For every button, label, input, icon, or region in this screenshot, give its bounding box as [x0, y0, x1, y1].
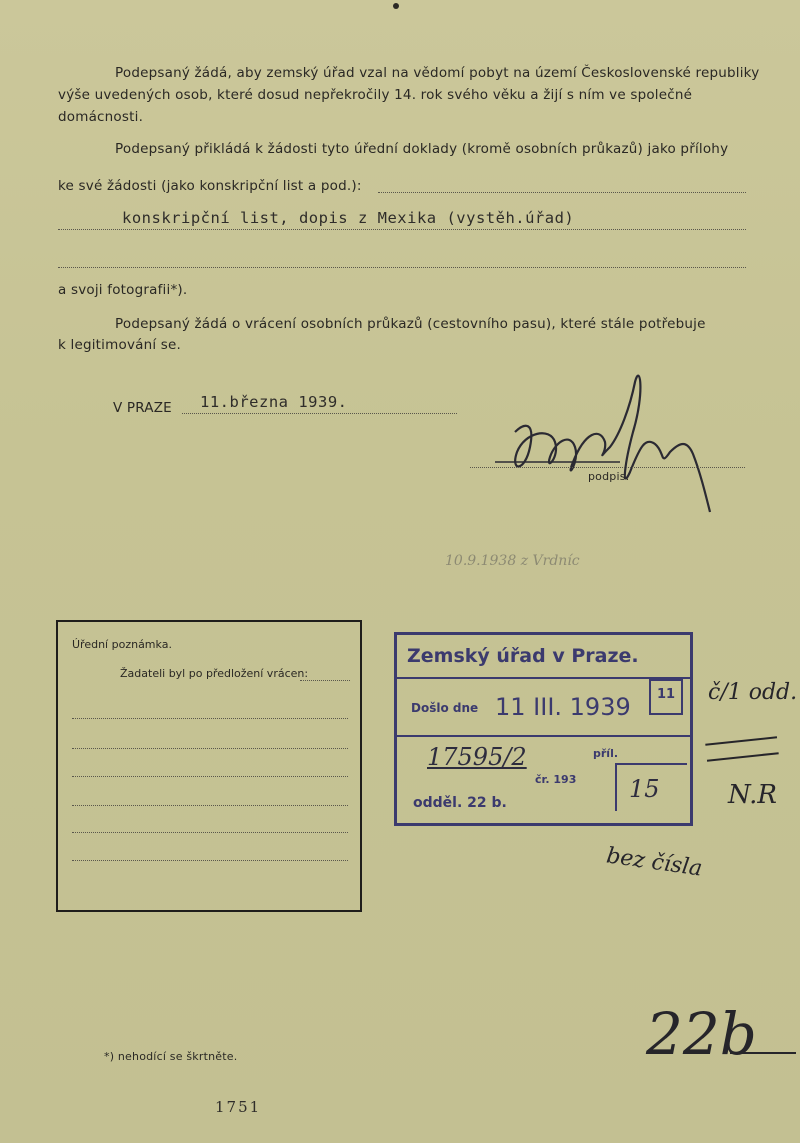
stamp-office: Zemský úřad v Praze. — [407, 645, 639, 667]
para2-line1: Podepsaný přikládá k žádosti tyto úřední doklady (kromě osobních průkazů) jako přílohy — [115, 141, 729, 157]
para2-line2: ke své žádosti (jako konskripční list a pod.): — [58, 178, 362, 194]
punch-mark — [393, 3, 399, 9]
attachments-dotline-2 — [58, 229, 746, 230]
para1-line2: výše uvedených osob, které dosud nepřekročily 14. rok svého věku a žijí s ním ve společné — [58, 87, 693, 103]
stamp-received-date: 11 III. 1939 — [495, 693, 631, 721]
bez-cisla-note: bez čísla — [604, 843, 704, 882]
office-note-dotline-3 — [72, 748, 348, 749]
office-note-line1: Žadateli byl po předložení vrácen: — [120, 667, 309, 680]
stamp-divider-2 — [397, 735, 690, 737]
para1-line3: domácnosti. — [58, 109, 144, 125]
attachments-typed: konskripční list, dopis z Mexika (vystěh.úřad) — [122, 209, 575, 227]
department-underline — [730, 1052, 796, 1054]
office-note-title: Úřední poznámka. — [72, 638, 172, 651]
office-note-dotline-6 — [72, 832, 348, 833]
double-line-mark — [705, 736, 778, 761]
received-stamp — [394, 632, 693, 826]
date-dotline — [182, 413, 457, 414]
signature-image — [495, 362, 725, 522]
stamp-dept: odděl. 22 b. — [413, 795, 507, 811]
signature-dotline — [470, 467, 745, 468]
stamp-received-label: Došlo dne — [411, 701, 479, 715]
margin-note: č/1 odd. — [708, 680, 798, 705]
mark-n: N.R — [728, 780, 777, 810]
footnote: *) nehodící se škrtněte. — [104, 1050, 238, 1063]
attachments-dotline-1 — [378, 192, 746, 193]
photo-line: a svoji fotografii*). — [58, 282, 188, 298]
para3-line1: Podepsaný žádá o vrácení osobních průkazů (cestovního pasu), které stále potřebuje — [115, 316, 706, 332]
attachments-dotline-3 — [58, 267, 746, 268]
stamp-divider-1 — [397, 677, 690, 679]
department-big: 22b — [646, 1000, 757, 1068]
signature-label: podpis. — [588, 470, 630, 483]
stamp-count-value: 15 — [629, 775, 660, 803]
office-note-box — [56, 620, 362, 912]
date-typed: 11.března 1939. — [200, 393, 348, 411]
para3-line2: k legitimování se. — [58, 337, 182, 353]
stamp-year-label: čr. 193 — [535, 773, 577, 786]
para1-line1: Podepsaný žádá, aby zemský úřad vzal na vědomí pobyt na území Československé republiky — [115, 65, 760, 81]
stamp-box-number: 11 — [657, 687, 676, 702]
office-note-dotline-4 — [72, 776, 348, 777]
place-label: V PRAZE — [113, 400, 172, 416]
stamp-number-box — [649, 679, 683, 715]
office-note-dotline-5 — [72, 805, 348, 806]
faint-pencil-note: 10.9.1938 z Vrdníc — [445, 553, 580, 569]
office-note-dotline-7 — [72, 860, 348, 861]
office-note-dotline-2 — [72, 718, 348, 719]
stamp-ref-number: 17595/2 — [427, 743, 527, 771]
office-note-dotline-1 — [300, 680, 350, 681]
stamp-count-label: příl. — [593, 747, 619, 760]
form-number: 1751 — [215, 1098, 262, 1116]
